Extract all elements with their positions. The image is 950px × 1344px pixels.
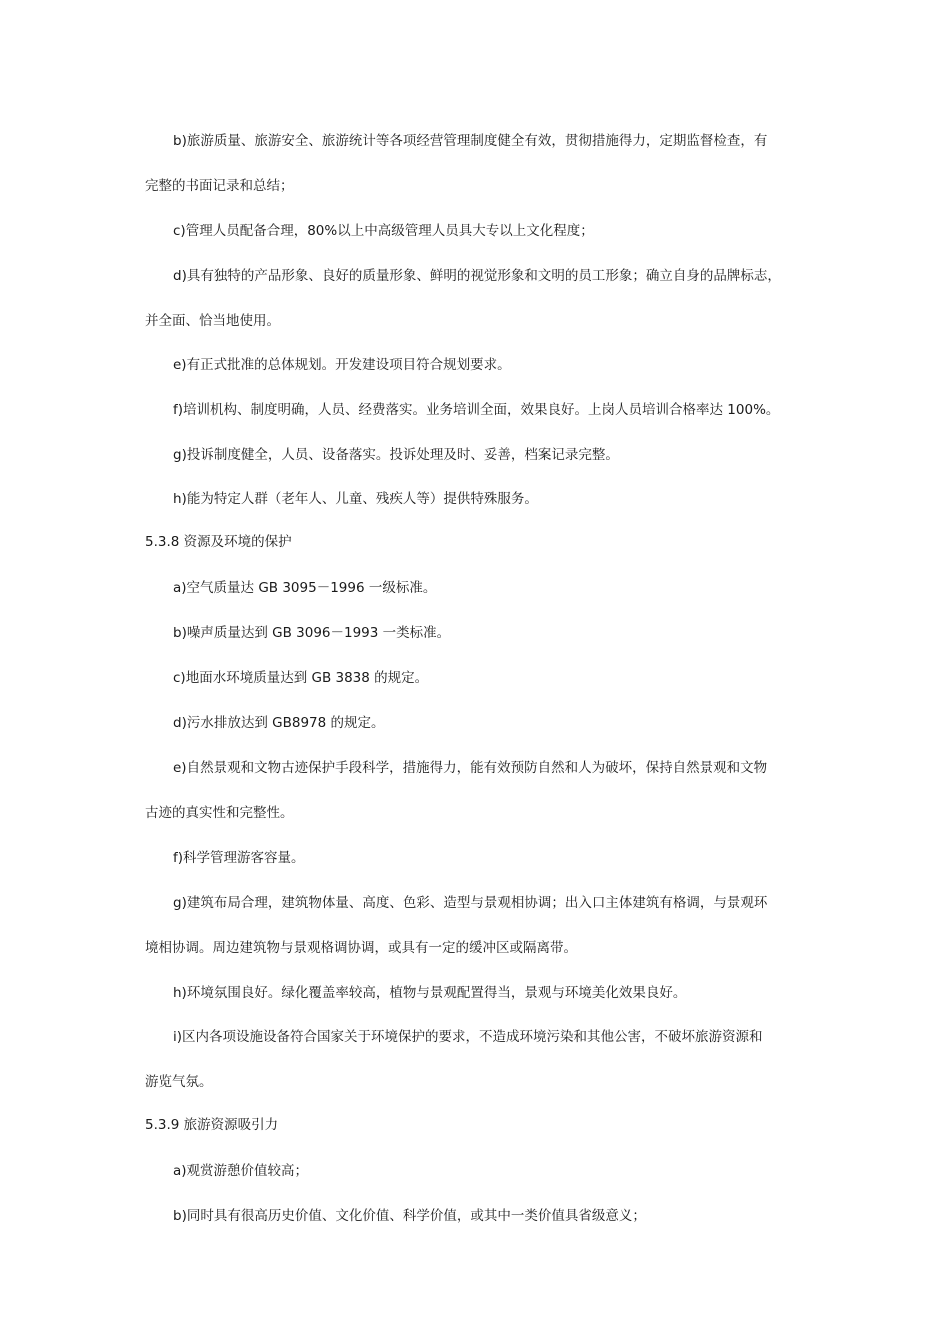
paragraph-line: e)自然景观和文物古迹保护手段科学，措施得力，能有效预防自然和人为破坏，保持自然景观和文物 [173, 760, 768, 776]
paragraph-line: b)噪声质量达到 GB 3096－1993 一类标准。 [173, 625, 451, 641]
paragraph-line: c)管理人员配备合理，80%以上中高级管理人员具大专以上文化程度； [173, 223, 594, 239]
paragraph-line: 完整的书面记录和总结； [145, 178, 294, 194]
paragraph-line: d)污水排放达到 GB8978 的规定。 [173, 715, 385, 731]
paragraph-line: 境相协调。周边建筑物与景观格调协调，或具有一定的缓冲区或隔离带。 [145, 940, 577, 956]
paragraph-line: d)具有独特的产品形象、良好的质量形象、鲜明的视觉形象和文明的员工形象；确立自身的品牌标志， [173, 268, 781, 284]
paragraph-line: 古迹的真实性和完整性。 [145, 805, 294, 821]
paragraph-line: e)有正式批准的总体规划。开发建设项目符合规划要求。 [173, 357, 511, 373]
section-heading: 5.3.8 资源及环境的保护 [145, 534, 292, 550]
paragraph-line: b)同时具有很高历史价值、文化价值、科学价值，或其中一类价值具省级意义； [173, 1208, 646, 1224]
paragraph-line: h)能为特定人群（老年人、儿童、残疾人等）提供特殊服务。 [173, 491, 538, 507]
paragraph-line: 游览气氛。 [145, 1074, 213, 1090]
paragraph-line: c)地面水环境质量达到 GB 3838 的规定。 [173, 670, 429, 686]
section-heading: 5.3.9 旅游资源吸引力 [145, 1117, 279, 1133]
paragraph-line: h)环境氛围良好。绿化覆盖率较高，植物与景观配置得当，景观与环境美化效果良好。 [173, 985, 687, 1001]
paragraph-line: g)投诉制度健全，人员、设备落实。投诉处理及时、妥善，档案记录完整。 [173, 447, 619, 463]
paragraph-line: b)旅游质量、旅游安全、旅游统计等各项经营管理制度健全有效，贯彻措施得力，定期监督检查，有 [173, 133, 768, 149]
paragraph-line: f)培训机构、制度明确，人员、经费落实。业务培训全面，效果良好。上岗人员培训合格率达 100%。 [173, 402, 780, 418]
paragraph-line: g)建筑布局合理，建筑物体量、高度、色彩、造型与景观相协调；出入口主体建筑有格调，与景观环 [173, 895, 768, 911]
paragraph-line: a)空气质量达 GB 3095－1996 一级标准。 [173, 580, 437, 596]
paragraph-line: a)观赏游憩价值较高； [173, 1163, 309, 1179]
paragraph-line: f)科学管理游客容量。 [173, 850, 305, 866]
paragraph-line: 并全面、恰当地使用。 [145, 313, 280, 329]
paragraph-line: i)区内各项设施设备符合国家关于环境保护的要求，不造成环境污染和其他公害，不破坏旅游资源和 [173, 1029, 763, 1045]
